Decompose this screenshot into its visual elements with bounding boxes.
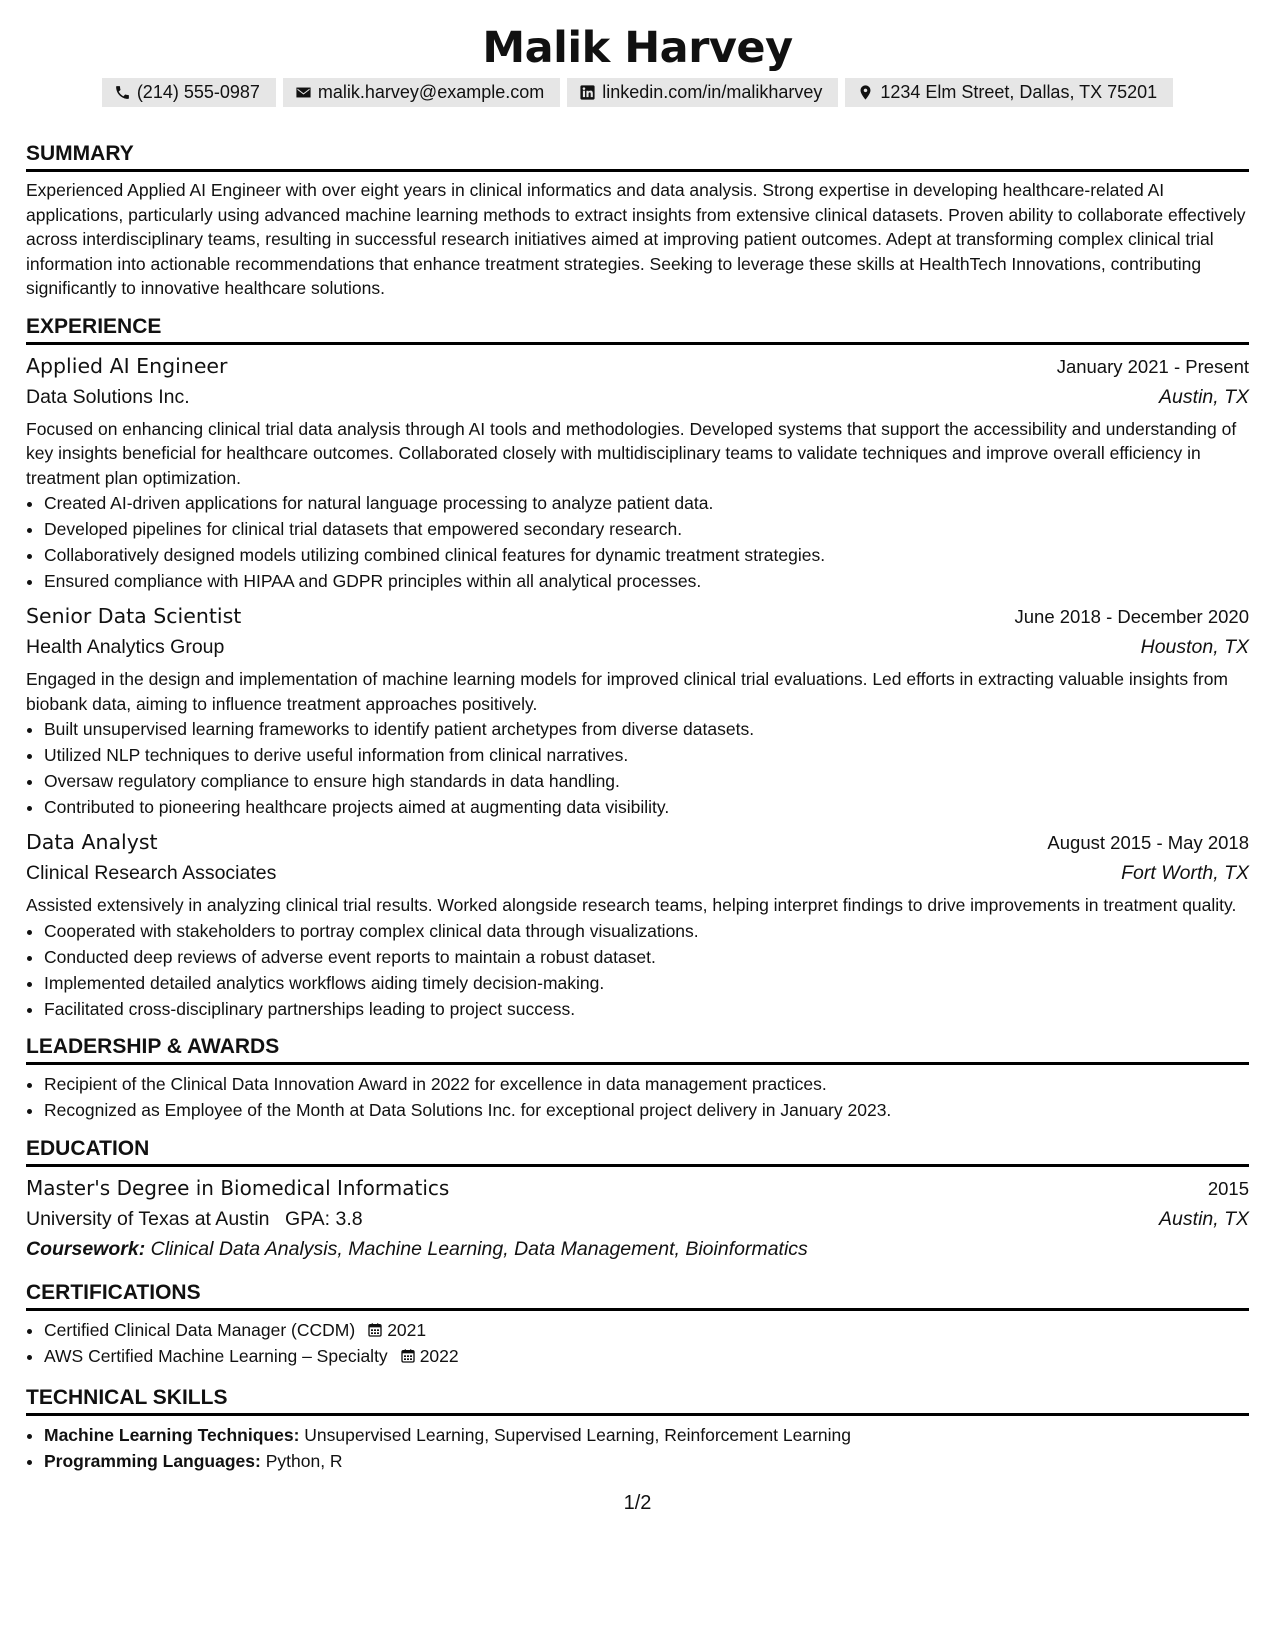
envelope-icon	[295, 84, 318, 101]
list-item: • Implemented detailed analytics workflows aiding timely decision-making.	[44, 970, 1249, 996]
job-title: Data Analyst	[26, 830, 158, 854]
job-bullets	[26, 716, 1249, 820]
cert-year: 2022	[419, 1345, 459, 1366]
cert-year: 2021	[387, 1319, 427, 1340]
job-dates: August 2015 - May 2018	[1047, 832, 1249, 853]
cert-name: Certified Clinical Data Manager (CCDM)	[44, 1319, 356, 1340]
section-title: EXPERIENCE	[26, 314, 1249, 345]
job-location: Houston, TX	[1140, 636, 1249, 658]
list-item: • Oversaw regulatory compliance to ensure high standards in data handling.	[44, 768, 1249, 794]
job-bullets	[26, 490, 1249, 594]
experience-section	[26, 314, 1249, 1022]
education-section	[26, 1136, 1249, 1264]
job-summary: Assisted extensively in analyzing clinical trial results. Worked alongside research teams, helping interpret findings to drive improvements in treatment quality.	[26, 895, 1237, 915]
phone-text: (214) 555-0987	[136, 82, 260, 102]
job-summary: Engaged in the design and implementation of machine learning models for improved clinical trial evaluations. Led efforts in extracting valuable insights from biobank data, aiming to influence treatment approaches positively.	[26, 669, 1229, 714]
certifications-section	[26, 1280, 1249, 1369]
list-item	[44, 1448, 1249, 1474]
resume-page	[26, 22, 1249, 1474]
gpa: GPA: 3.8	[284, 1207, 363, 1230]
section-title: LEADERSHIP & AWARDS	[26, 1034, 1249, 1065]
contact-address	[845, 78, 1173, 107]
list-item: • Contributed to pioneering healthcare projects aimed at augmenting data visibility.	[44, 794, 1249, 820]
email-text: malik.harvey@example.com	[317, 82, 545, 102]
section-title: SUMMARY	[26, 141, 1249, 172]
list-item: • Cooperated with stakeholders to portray complex clinical data through visualizations.	[44, 918, 1249, 944]
company-name: Data Solutions Inc.	[26, 385, 190, 408]
certifications-list	[26, 1317, 1249, 1369]
contact-email[interactable]	[283, 78, 560, 107]
contact-bar	[26, 78, 1249, 107]
section-title: CERTIFICATIONS	[26, 1280, 1249, 1311]
summary-section	[26, 141, 1249, 301]
skill-label: Machine Learning Techniques:	[44, 1424, 300, 1445]
degree-title: Master's Degree in Biomedical Informatics	[26, 1175, 450, 1200]
skills-list	[26, 1422, 1249, 1474]
list-item	[44, 1422, 1249, 1448]
coursework-list: Clinical Data Analysis, Machine Learning, Data Management, Bioinformatics	[150, 1237, 808, 1260]
skill-value: Python, R	[265, 1450, 343, 1471]
list-item: • Recipient of the Clinical Data Innovation Award in 2022 for excellence in data management practices.	[44, 1071, 1249, 1097]
list-item: • Facilitated cross-disciplinary partnerships leading to project success.	[44, 996, 1249, 1022]
skill-label: Programming Languages:	[44, 1450, 261, 1471]
list-item: • Developed pipelines for clinical trial datasets that empowered secondary research.	[44, 516, 1249, 542]
school-name: University of Texas at Austin	[26, 1207, 270, 1230]
coursework-label: Coursework:	[26, 1237, 146, 1260]
job-location: Austin, TX	[1159, 385, 1249, 408]
list-item: • Ensured compliance with HIPAA and GDPR principles within all analytical processes.	[44, 568, 1249, 594]
job-dates: January 2021 - Present	[1056, 355, 1249, 377]
linkedin-text: linkedin.com/in/malikharvey	[602, 82, 823, 102]
company-name: Health Analytics Group	[26, 636, 225, 658]
calendar-icon	[355, 1320, 387, 1340]
section-title: TECHNICAL SKILLS	[26, 1385, 1249, 1416]
section-title: EDUCATION	[26, 1136, 1249, 1167]
list-item: • Recognized as Employee of the Month at Data Solutions Inc. for exceptional project delivery in January 2023.	[44, 1097, 1249, 1123]
address-text: 1234 Elm Street, Dallas, TX 75201	[880, 82, 1158, 102]
candidate-name: Malik Harvey	[482, 23, 793, 73]
linkedin-icon	[579, 84, 602, 101]
contact-linkedin[interactable]	[567, 78, 838, 107]
page-number: 1/2	[623, 1492, 652, 1514]
job-entry	[26, 827, 1249, 1022]
school-location: Austin, TX	[1159, 1207, 1249, 1230]
phone-icon	[114, 84, 137, 101]
calendar-icon	[388, 1346, 420, 1366]
list-item: • Built unsupervised learning frameworks to identify patient archetypes from diverse datasets.	[44, 716, 1249, 742]
list-item: • Utilized NLP techniques to derive useful information from clinical narratives.	[44, 742, 1249, 768]
awards-section	[26, 1034, 1249, 1123]
awards-list	[26, 1071, 1249, 1123]
cert-name: AWS Certified Machine Learning – Specialty	[44, 1345, 388, 1366]
job-entry	[26, 351, 1249, 595]
contact-phone[interactable]	[102, 78, 276, 107]
list-item	[44, 1317, 1249, 1343]
list-item	[44, 1343, 1249, 1369]
company-name: Clinical Research Associates	[26, 862, 277, 884]
job-title: Senior Data Scientist	[26, 604, 242, 628]
job-bullets	[26, 918, 1249, 1022]
graduation-year: 2015	[1207, 1177, 1249, 1199]
job-entry	[26, 601, 1249, 820]
job-dates: June 2018 - December 2020	[1014, 606, 1249, 627]
coursework	[26, 1234, 1249, 1264]
job-title: Applied AI Engineer	[26, 353, 228, 378]
list-item: • Collaboratively designed models utilizing combined clinical features for dynamic treatment strategies.	[44, 542, 1249, 568]
job-summary: Focused on enhancing clinical trial data analysis through AI tools and methodologies. Developed systems that support the accessibility and understanding of key insights beneficial for healthcare outcomes. Collaborated closely with multidisciplinary teams to validate techniques and improve overall efficiency in treatment plan optimization.	[26, 418, 1237, 488]
skill-value: Unsupervised Learning, Supervised Learning, Reinforcement Learning	[304, 1424, 852, 1445]
skills-section	[26, 1385, 1249, 1474]
list-item: • Conducted deep reviews of adverse event reports to maintain a robust dataset.	[44, 944, 1249, 970]
map-pin-icon	[857, 84, 880, 101]
summary-text: Experienced Applied AI Engineer with over eight years in clinical informatics and data analysis. Strong expertise in developing healthcare-related AI applications, particularly using advanced machine learning methods to extract insights from extensive clinical datasets. Proven ability to collaborate effectively across interdisciplinary teams, resulting in successful research initiatives aimed at improving patient outcomes. Adept at transforming complex clinical trial information into actionable recommendations that enhance treatment strategies. Seeking to leverage these skills at HealthTech Innovations, contributing significantly to innovative healthcare solutions.	[26, 180, 1246, 298]
job-location: Fort Worth, TX	[1121, 862, 1249, 884]
list-item: • Created AI-driven applications for natural language processing to analyze patient data.	[44, 490, 1249, 516]
